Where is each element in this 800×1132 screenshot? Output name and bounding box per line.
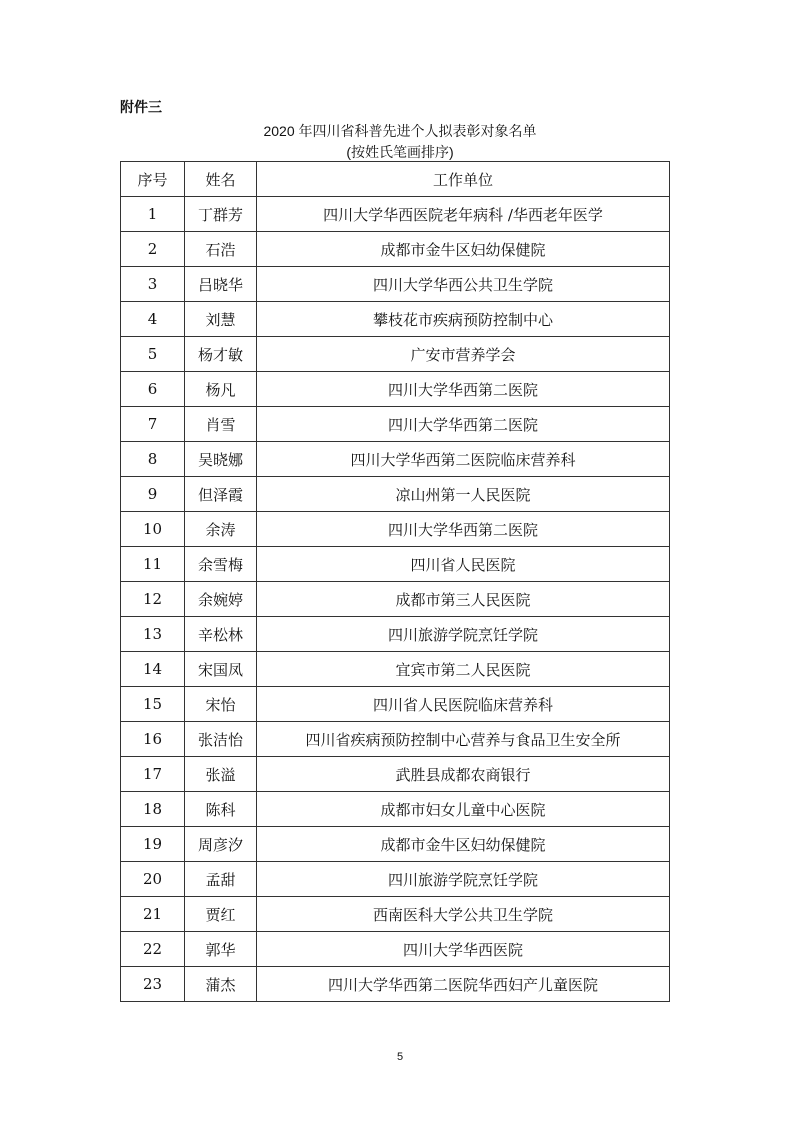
table-row [121, 197, 670, 232]
table-row [121, 967, 670, 1002]
header-workplace: 工作单位 [257, 162, 670, 197]
honoree-table [120, 161, 670, 1002]
row-workplace: 四川大学华西第二医院 [257, 372, 670, 407]
table-row [121, 862, 670, 897]
row-workplace: 四川旅游学院烹饪学院 [257, 617, 670, 652]
row-number: 21 [121, 897, 185, 932]
row-number: 15 [121, 687, 185, 722]
attachment-label: 附件三 [120, 99, 162, 115]
table-row [121, 827, 670, 862]
row-number: 6 [121, 372, 185, 407]
header-name: 姓名 [185, 162, 257, 197]
row-name: 吕晓华 [185, 267, 257, 302]
row-name: 余雪梅 [185, 547, 257, 582]
row-name: 石浩 [185, 232, 257, 267]
row-workplace: 四川省疾病预防控制中心营养与食品卫生安全所 [257, 722, 670, 757]
row-name: 辛松林 [185, 617, 257, 652]
row-workplace: 四川大学华西第二医院华西妇产儿童医院 [257, 967, 670, 1002]
row-workplace: 四川省人民医院 [257, 547, 670, 582]
table-body [121, 197, 670, 1002]
table-row [121, 267, 670, 302]
row-number: 4 [121, 302, 185, 337]
document-subtitle: (按姓氏笔画排序) [346, 144, 454, 160]
row-workplace: 四川大学华西医院 [257, 932, 670, 967]
row-workplace: 成都市妇女儿童中心医院 [257, 792, 670, 827]
table-row [121, 757, 670, 792]
row-workplace: 成都市金牛区妇幼保健院 [257, 827, 670, 862]
row-name: 张洁怡 [185, 722, 257, 757]
table-row [121, 897, 670, 932]
row-name: 郭华 [185, 932, 257, 967]
row-workplace: 四川大学华西医院老年病科 /华西老年医学 [257, 197, 670, 232]
row-number: 11 [121, 547, 185, 582]
row-workplace: 四川大学华西第二医院 [257, 407, 670, 442]
row-name: 宋国凤 [185, 652, 257, 687]
row-workplace: 凉山州第一人民医院 [257, 477, 670, 512]
row-number: 9 [121, 477, 185, 512]
row-number: 8 [121, 442, 185, 477]
row-name: 贾红 [185, 897, 257, 932]
table-row [121, 932, 670, 967]
table-row [121, 372, 670, 407]
row-number: 1 [121, 197, 185, 232]
row-workplace: 四川省人民医院临床营养科 [257, 687, 670, 722]
table-row [121, 477, 670, 512]
row-workplace: 四川大学华西公共卫生学院 [257, 267, 670, 302]
row-number: 12 [121, 582, 185, 617]
row-name: 孟甜 [185, 862, 257, 897]
row-number: 17 [121, 757, 185, 792]
row-name: 余涛 [185, 512, 257, 547]
table-row [121, 302, 670, 337]
row-name: 宋怡 [185, 687, 257, 722]
table-row [121, 582, 670, 617]
row-workplace: 宜宾市第二人民医院 [257, 652, 670, 687]
row-workplace: 四川大学华西第二医院 [257, 512, 670, 547]
table-row [121, 617, 670, 652]
row-number: 14 [121, 652, 185, 687]
row-number: 22 [121, 932, 185, 967]
row-name: 陈科 [185, 792, 257, 827]
table-row [121, 792, 670, 827]
row-number: 5 [121, 337, 185, 372]
page-number: 5 [396, 1051, 404, 1063]
row-number: 2 [121, 232, 185, 267]
document-title: 2020 年四川省科普先进个人拟表彰对象名单 [263, 123, 537, 139]
row-name: 杨才敏 [185, 337, 257, 372]
row-number: 7 [121, 407, 185, 442]
row-name: 周彦汐 [185, 827, 257, 862]
row-number: 20 [121, 862, 185, 897]
row-number: 19 [121, 827, 185, 862]
table-row [121, 652, 670, 687]
row-number: 10 [121, 512, 185, 547]
row-name: 蒲杰 [185, 967, 257, 1002]
row-name: 肖雪 [185, 407, 257, 442]
row-number: 13 [121, 617, 185, 652]
table-row [121, 687, 670, 722]
row-workplace: 攀枝花市疾病预防控制中心 [257, 302, 670, 337]
row-workplace: 四川旅游学院烹饪学院 [257, 862, 670, 897]
row-name: 丁群芳 [185, 197, 257, 232]
row-name: 刘慧 [185, 302, 257, 337]
row-workplace: 成都市第三人民医院 [257, 582, 670, 617]
table-row [121, 547, 670, 582]
row-name: 杨凡 [185, 372, 257, 407]
row-name: 但泽霞 [185, 477, 257, 512]
row-number: 23 [121, 967, 185, 1002]
row-workplace: 武胜县成都农商银行 [257, 757, 670, 792]
row-name: 吴晓娜 [185, 442, 257, 477]
row-name: 余婉婷 [185, 582, 257, 617]
row-number: 3 [121, 267, 185, 302]
header-number: 序号 [121, 162, 185, 197]
table-row [121, 407, 670, 442]
table-header-row [121, 162, 670, 197]
table-row [121, 722, 670, 757]
row-number: 18 [121, 792, 185, 827]
row-workplace: 西南医科大学公共卫生学院 [257, 897, 670, 932]
table-row [121, 337, 670, 372]
row-number: 16 [121, 722, 185, 757]
table-row [121, 442, 670, 477]
row-workplace: 广安市营养学会 [257, 337, 670, 372]
row-workplace: 四川大学华西第二医院临床营养科 [257, 442, 670, 477]
table-row [121, 512, 670, 547]
row-name: 张溢 [185, 757, 257, 792]
row-workplace: 成都市金牛区妇幼保健院 [257, 232, 670, 267]
table-row [121, 232, 670, 267]
